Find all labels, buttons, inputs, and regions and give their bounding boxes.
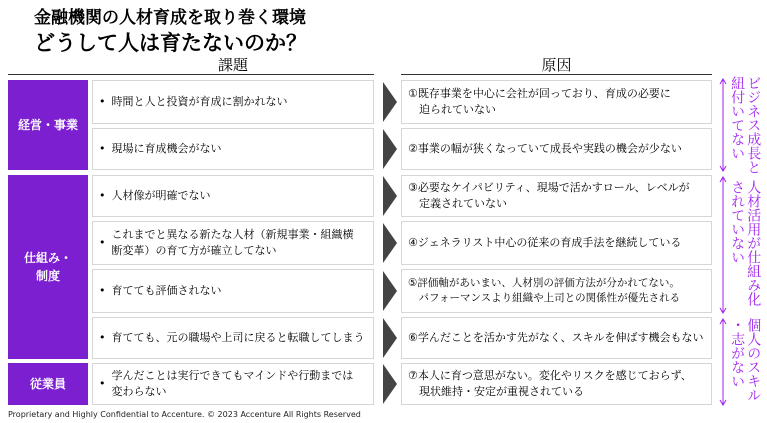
issue-row [92,80,374,124]
category-employees [8,363,88,405]
cause-row [401,175,712,217]
bullet: • [99,95,106,109]
bullet: • [99,377,106,391]
side-label-line: 人材活用が仕組み化 [745,180,762,306]
issue-text: 現場に育成機会がない [111,142,222,156]
bracket-arrow-icon [719,176,727,314]
issues-header: 課題 [217,56,248,74]
bullet: • [99,189,106,203]
bullet: • [99,284,106,298]
issue-row [92,317,374,359]
causes-header-rule [401,74,712,75]
issue-row [92,269,374,313]
issue-text: 学んだことは実行できてもマインドや行動までは 変わらない [111,369,354,398]
bracket-arrow-icon [719,78,727,172]
issue-row [92,128,374,170]
arrow-icon [383,82,397,122]
side-label-line: 紐付いてない [729,76,746,160]
arrow-icon [383,129,397,169]
issues-header-rule [8,74,374,75]
issue-text: これまでと異なる新たな人材（新規事業・組織横 断変革）の育て方が確立してない [111,228,354,257]
page-title: どうして人は育たないのか？ [34,31,307,55]
arrow-icon [383,176,397,216]
issue-text: 人材像が明確でない [111,189,211,203]
page-subtitle: 金融機関の人材育成を取り巻く環境 [34,8,306,28]
cause-row [401,317,712,359]
bullet: • [99,236,106,250]
footer-copyright: Proprietary and Highly Confidential to Accenture. © 2023 Accenture All Rights Reserved [8,410,361,419]
cause-text: ③必要なケイパビリティ、現場で活かすロール、レベルが 定義されていない [408,181,690,210]
category-systems [8,175,88,359]
cause-row [401,128,712,170]
cause-text: ②事業の幅が狭くなっていて成長や実践の機会が少ない [408,142,682,156]
cause-row [401,221,712,265]
side-label-line: 個人のスキル [745,318,762,402]
cause-text: ⑤評価軸があいまい、人材別の評価方法が分かれてない。 パフォーマンスより組織や上司との関係性が優先される [408,276,681,304]
issue-row [92,175,374,217]
issue-row [92,221,374,265]
arrow-icon [383,364,397,404]
category-management [8,80,88,170]
cause-text: ④ジェネラリスト中心の従来の育成手法を継続している [408,236,682,250]
side-label-line: されていない [729,180,746,264]
cause-text: ①既存事業を中心に会社が回っており、育成の必要に 迫られていない [408,87,671,116]
bracket-arrow-icon [719,318,727,406]
causes-header: 原因 [541,56,572,74]
side-label-systems [729,180,761,320]
arrow-icon [383,318,397,358]
issue-text: 時間と人と投資が育成に割かれない [111,95,288,109]
cause-row [401,363,712,405]
category-label: 仕組み・ 制度 [23,251,72,283]
issue-text: 育てても評価されない [111,284,222,298]
bullet: • [99,142,106,156]
cause-text: ⑦本人に育つ意思がない。変化やリスクを感じておらず、 現状維持・安定が重視されている [408,369,692,398]
arrow-icon [383,223,397,263]
category-label: 従業員 [29,377,66,391]
side-label-line: ビジネス成長と [745,76,762,174]
cause-row [401,80,712,124]
category-label: 経営・事業 [17,118,78,132]
bullet: • [99,331,106,345]
cause-text: ⑥学んだことを活かす先がなく、スキルを伸ばす機会もない [408,331,704,345]
issue-row [92,363,374,405]
side-label-line: ・志がない [729,318,746,388]
issue-text: 育てても、元の職場や上司に戻ると転職してしまう [111,331,365,345]
arrow-icon [383,271,397,311]
side-label-individual [729,318,761,413]
cause-row [401,269,712,313]
side-label-business [729,76,761,176]
